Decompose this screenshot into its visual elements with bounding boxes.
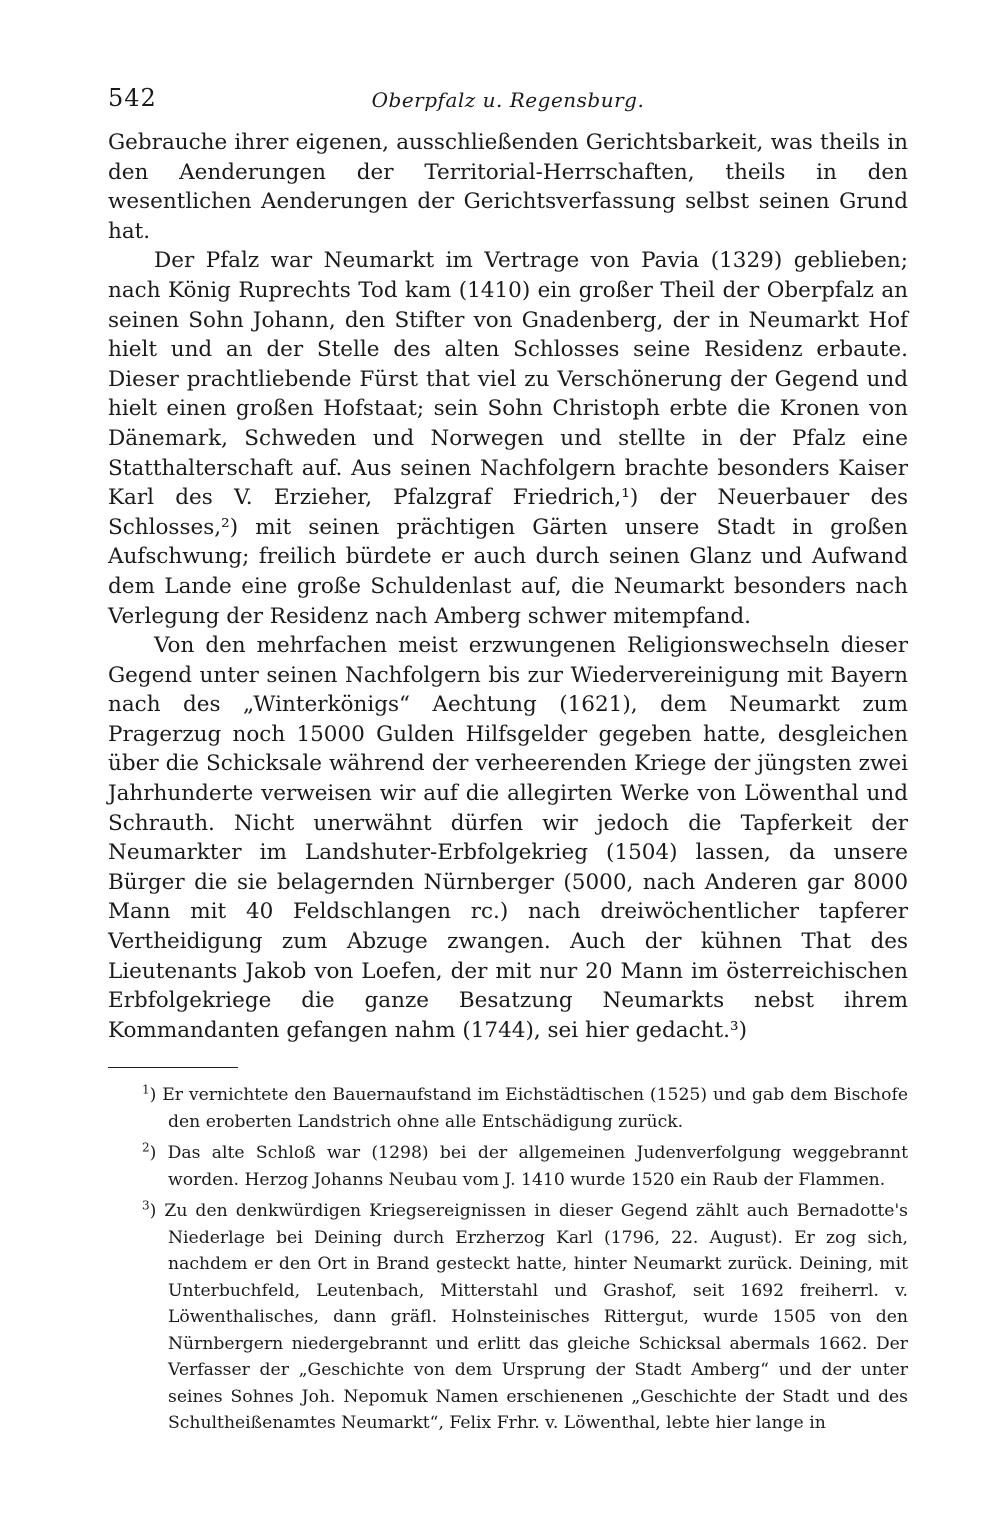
footnote: $^3$) Zu den denkwürdigen Kriegsereignissen in dieser Gegend zählt auch Bernadotte's Niederlage bei Deining durch Erzherzog Karl (1796, 22. August). Er zog sich, nachdem er den Ort in Brand gesteckt hatte, hinter Neumarkt zurück. Deining, mit Unterbuchfeld, Leutenbach, Mitterstahl und Grashof, seit 1692 freiherrl. v. Löwenthalisches, dann gräfl. Holnsteinisches Rittergut, wurde 1505 von den Nürnbergern niedergebrannt und erlitt das gleiche Schicksal abermals 1662. Der Verfasser der „Geschichte von dem Ursprung der Stadt Amberg“ und der unter seines Sohnes Joh. Nepomuk Namen erschienenen „Geschichte der Stadt und des Schultheißenamtes Neumarkt“, Felix Frhr. v. Löwenthal, lebte hier lange in [142, 1198, 908, 1434]
footnote: $^2$) Das alte Schloß war (1298) bei der allgemeinen Judenverfolgung weggebrannt worden. Herzog Johanns Neubau vom J. 1410 wurde 1520 ein Raub der Flammen. [142, 1140, 909, 1190]
footnote-mark: 1 [142, 1082, 150, 1097]
footnote-mark: 2 [142, 1140, 150, 1155]
footnote-mark: 3 [142, 1198, 150, 1213]
main-text [108, 128, 908, 1045]
footnote-text: Das alte Schloß war (1298) bei der allgemeinen Judenverfolgung weggebrannt worden. Herzog Johanns Neubau vom J. 1410 wurde 1520 ein Raub der Flammen. [167, 1143, 909, 1190]
footnote-separator [108, 1067, 238, 1068]
paragraph: Gebrauche ihrer eigenen, ausschließenden Gerichtsbarkeit, was theils in den Aenderungen der Territorial-Herrschaften, theils in den wesentlichen Aenderungen der Gerichtsverfassung selbst seinen Grund hat. [108, 130, 908, 244]
running-title: Oberpfalz u. Regensburg. [371, 88, 645, 112]
page-number: 542 [108, 84, 157, 112]
footnote: $^1$) Er vernichtete den Bauernaufstand im Eichstädtischen (1525) und gab dem Bischofe den eroberten Landstrich ohne alle Entschädigung zurück. [142, 1082, 909, 1132]
book-page [108, 84, 908, 1442]
footnote-text: Er vernichtete den Bauernaufstand im Eichstädtischen (1525) und gab dem Bischofe den eroberten Landstrich ohne alle Entschädigung zurück. [162, 1085, 909, 1132]
page-header [108, 84, 908, 128]
footnotes [108, 1082, 908, 1437]
paragraph: Von den mehrfachen meist erzwungenen Religionswechseln dieser Gegend unter seinen Nachfolgern bis zur Wiedervereinigung mit Bayern nach des „Winterkönigs“ Aechtung (1621), dem Neumarkt zum Pragerzug noch 15000 Gulden Hilfsgelder gegeben hatte, desgleichen über die Schicksale während der verheerenden Kriege der jüngsten zwei Jahrhunderte verweisen wir auf die allegirten Werke von Löwenthal und Schrauth. Nicht unerwähnt dürfen wir jedoch die Tapferkeit der Neumarkter im Landshuter-Erbfolgekrieg (1504) lassen, da unsere Bürger die sie belagernden Nürnberger (5000, nach Anderen gar 8000 Mann mit 40 Feldschlangen rc.) nach dreiwöchentlicher tapferer Vertheidigung zum Abzuge zwangen. Auch der kühnen That des Lieutenants Jakob von Loefen, der mit nur 20 Mann im österreichischen Erbfolgekriege die ganze Besatzung Neumarkts nebst ihrem Kommandanten gefangen nahm (1744), sei hier gedacht.³) [108, 633, 908, 1043]
paragraph: Der Pfalz war Neumarkt im Vertrage von Pavia (1329) geblieben; nach König Ruprechts Tod kam (1410) ein großer Theil der Oberpfalz an seinen Sohn Johann, den Stifter von Gnadenberg, der in Neumarkt Hof hielt und an der Stelle des alten Schlosses seine Residenz erbaute. Dieser prachtliebende Fürst that viel zu Verschönerung der Gegend und hielt einen großen Hofstaat; sein Sohn Christoph erbte die Kronen von Dänemark, Schweden und Norwegen und stellte in der Pfalz eine Statthalterschaft auf. Aus seinen Nachfolgern brachte besonders Kaiser Karl des V. Erzieher, Pfalzgraf Friedrich,¹) der Neuerbauer des Schlosses,²) mit seinen prächtigen Gärten unsere Stadt in großen Aufschwung; freilich bürdete er auch durch seinen Glanz und Aufwand dem Lande eine große Schuldenlast auf, die Neumarkt besonders nach Verlegung der Residenz nach Amberg schwer mitempfand. [108, 248, 908, 629]
footnote-text: Zu den denkwürdigen Kriegsereignissen in dieser Gegend zählt auch Bernadotte's Niederlage bei Deining durch Erzherzog Karl (1796, 22. August). Er zog sich, nachdem er den Ort in Brand gesteckt hatte, hinter Neumarkt zurück. Deining, mit Unterbuchfeld, Leutenbach, Mitterstahl und Grashof, seit 1692 freiherrl. v. Löwenthalisches, dann gräfl. Holnsteinisches Rittergut, wurde 1505 von den Nürnbergern niedergebrannt und erlitt das gleiche Schicksal abermals 1662. Der Verfasser der „Geschichte von dem Ursprung der Stadt Amberg“ und der unter seines Sohnes Joh. Nepomuk Namen erschienenen „Geschichte der Stadt und des Schultheißenamtes Neumarkt“, Felix Frhr. v. Löwenthal, lebte hier lange in [164, 1201, 908, 1434]
